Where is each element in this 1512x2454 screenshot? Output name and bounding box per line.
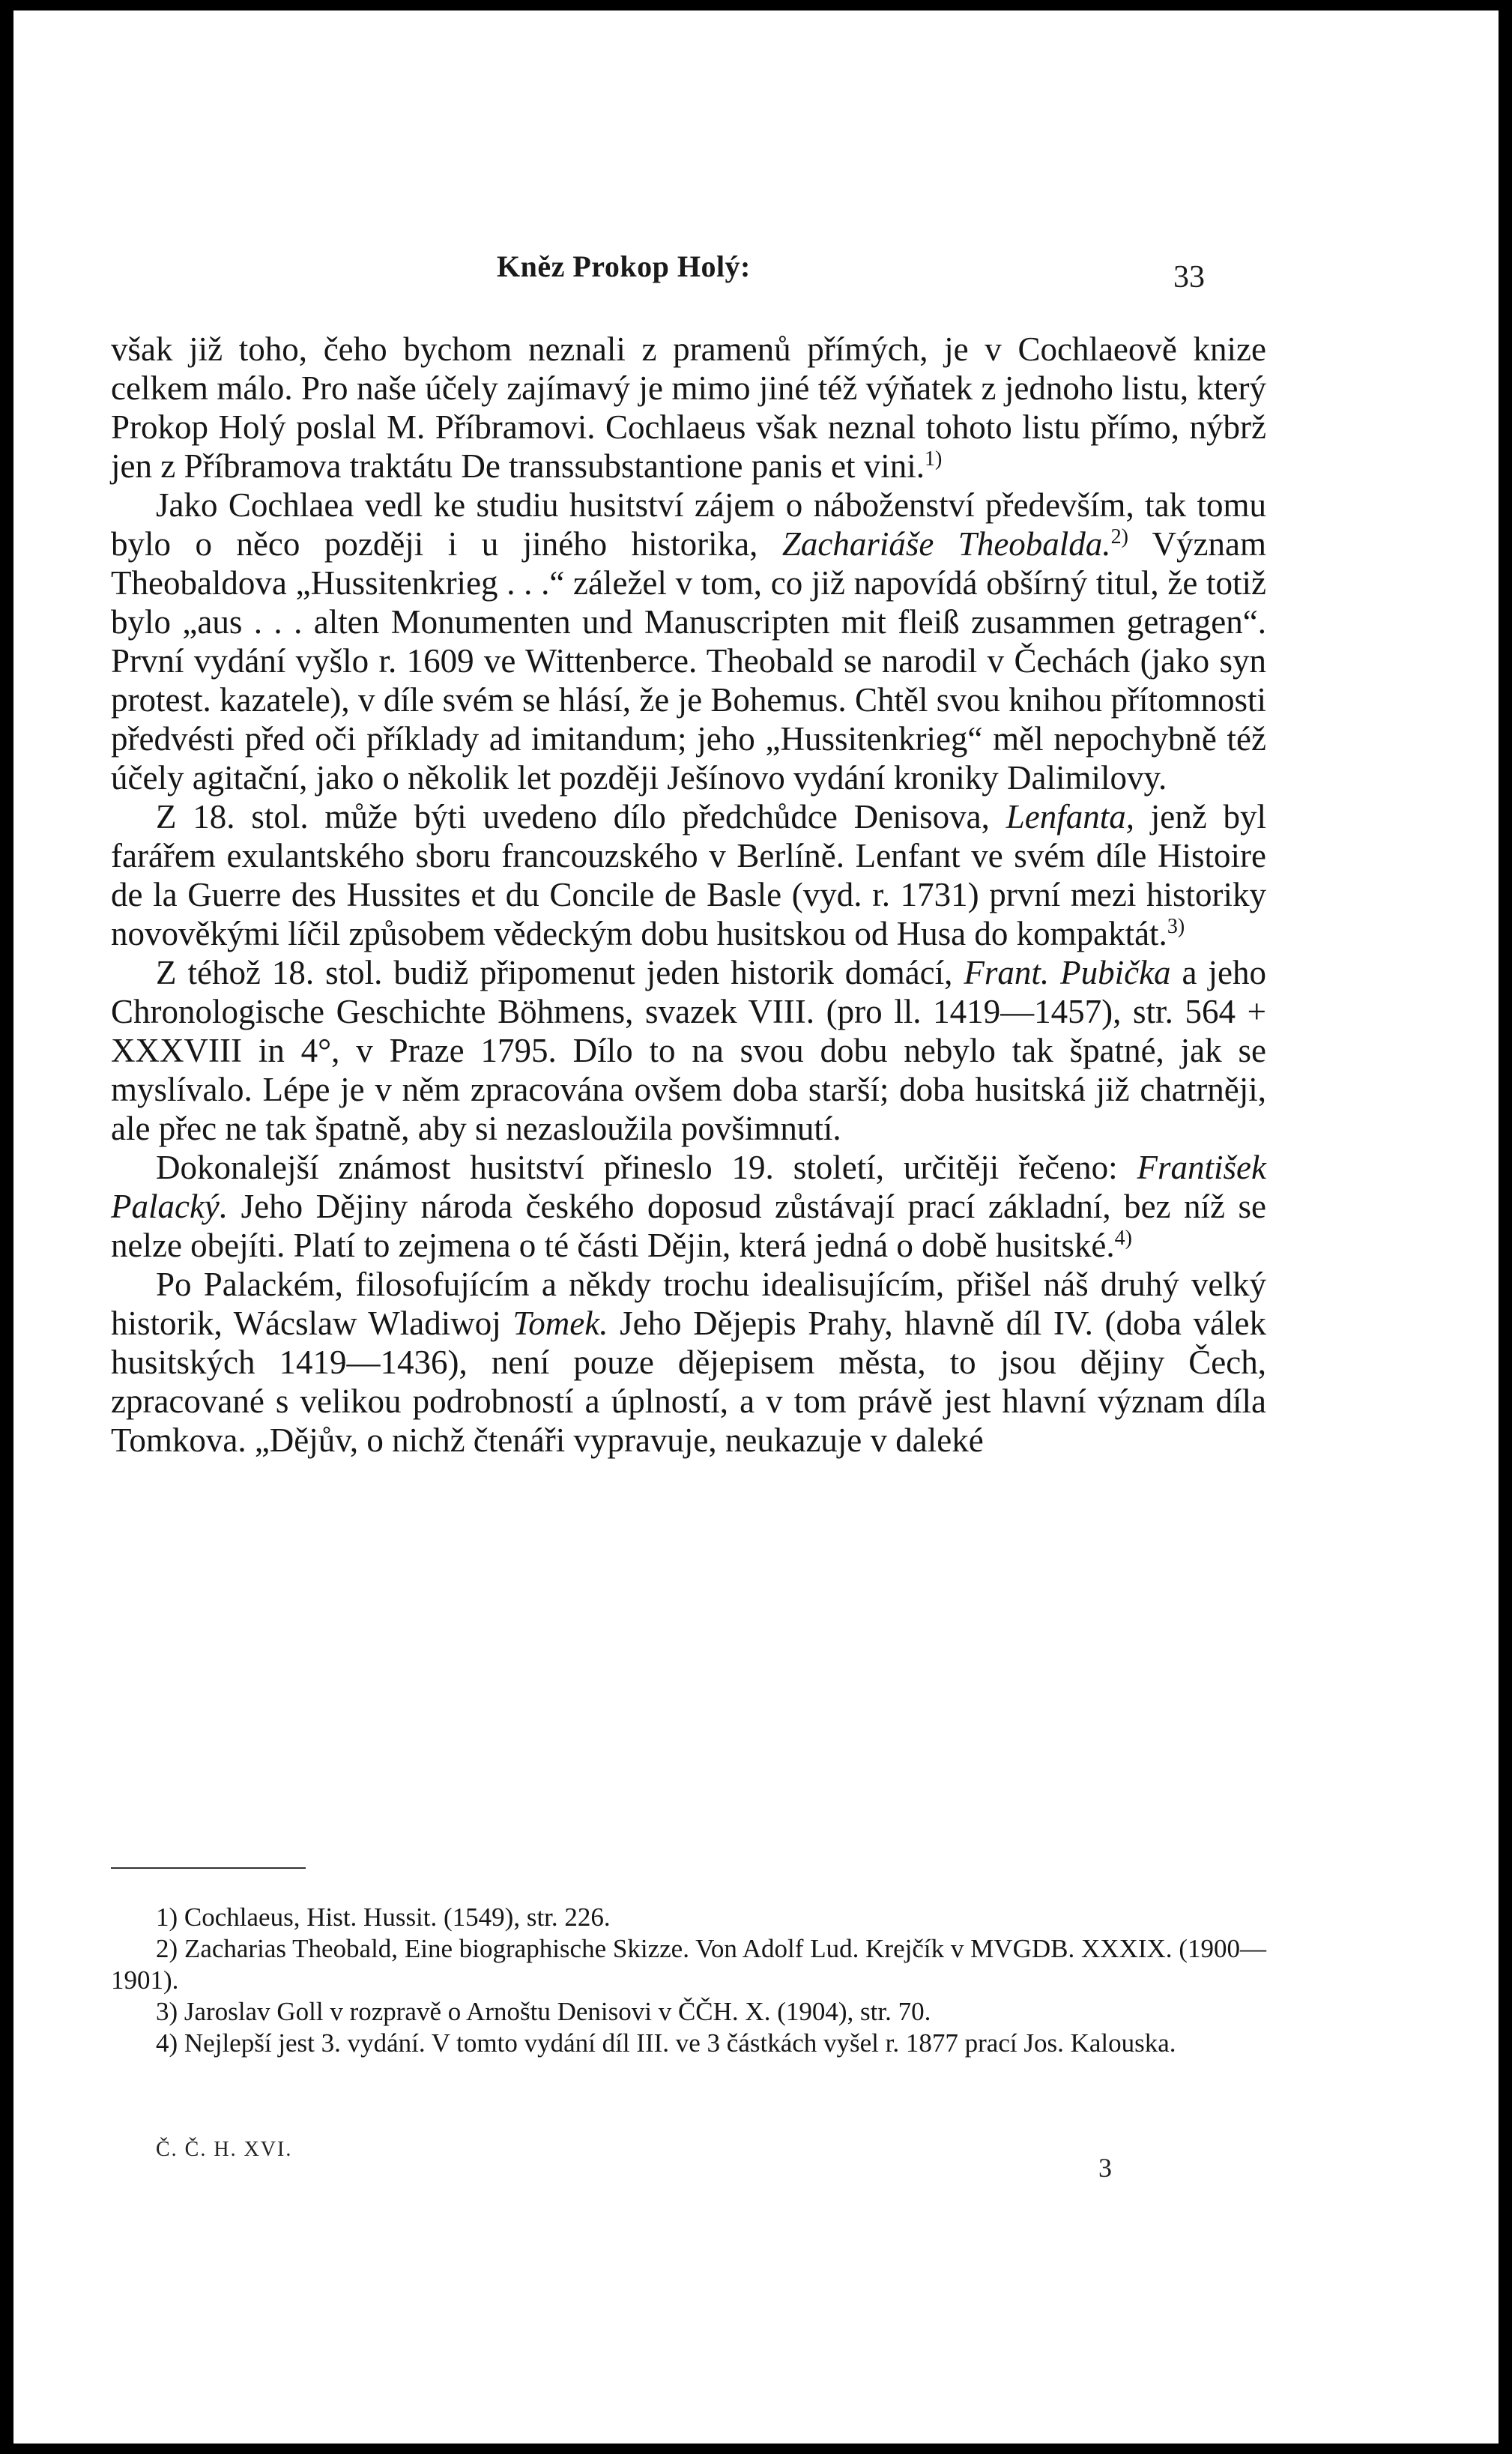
footnote-1: 1) Cochlaeus, Hist. Hussit. (1549), str. 226.	[156, 1903, 611, 1932]
paragraph-4	[111, 953, 1266, 1148]
author-name-palacky: František Palacký.	[111, 1149, 1266, 1225]
author-name-theobald: Zachariáše Theobalda.	[781, 525, 1111, 563]
paragraph-1-text: však již toho, čeho bychom neznali z pramenů přímých, je v Cochlaeově knize celkem málo. Pro naše účely zajímavý je mimo jiné též výňatek z jednoho listu, který Prokop Holý poslal M. Příbramovi. Cochlaeus však neznal tohoto listu přímo, nýbrž jen z Příbramova traktátu De transsubstantione panis et vini.	[111, 330, 1266, 485]
sheet-signature: Č. Č. H. XVI.	[156, 2138, 293, 2161]
paragraph-6	[111, 1265, 1266, 1460]
paragraph-6-text-a: Po Palackém, filosofujícím a někdy trochu idealisujícím, přišel náš druhý velký historik, Wácslaw Wladiwoj	[111, 1266, 1266, 1342]
paragraph-2	[111, 486, 1266, 797]
paragraph-3	[111, 797, 1266, 953]
page-number: 33	[1173, 260, 1205, 294]
paragraph-3-text-a: Z 18. stol. může býti uvedeno dílo předchůdce Denisova,	[156, 798, 1006, 835]
footnote-ref-4: 4)	[1114, 1227, 1132, 1250]
author-name-lenfant: Lenfanta,	[1006, 798, 1134, 835]
footnote-2: 2) Zacharias Theobald, Eine biographische Skizze. Von Adolf Lud. Krejčík v MVGDB. XXXIX. (1900—1901).	[111, 1934, 1266, 1995]
footnote-ref-1: 1)	[924, 447, 943, 471]
body-text	[111, 330, 1266, 1460]
paragraph-2-text-a: Jako Cochlaea vedl ke studiu husitství zájem o náboženství především, tak tomu bylo o něco později i u jiného historika,	[111, 486, 1266, 563]
paragraph-5	[111, 1148, 1266, 1265]
running-title: Kněz Prokop Holý:	[497, 250, 751, 283]
page	[13, 10, 1499, 2444]
paragraph-1	[111, 330, 1266, 486]
footnote-4: 4) Nejlepší jest 3. vydání. V tomto vydání díl III. ve 3 částkách vyšel r. 1877 prací Jos. Kalouska.	[156, 2028, 1176, 2058]
paragraph-4-text-b: a jeho Chronologische Geschichte Böhmens, svazek VIII. (pro ll. 1419—1457), str. 564 + XXXVIII in 4°, v Praze 1795. Dílo to na svou dobu nebylo tak špatné, jak se myslívalo. Lépe je v něm zpracována ovšem doba starší; doba husitská již chatrněji, ale přec ne tak špatně, aby si nezasloužila povšimnutí.	[111, 954, 1266, 1147]
author-name-pubicka: Frant. Pubička	[964, 954, 1171, 991]
footnotes	[111, 1902, 1266, 2059]
paragraph-2-text-b: Význam Theobaldova „Hussitenkrieg . . .“ záležel v tom, co již napovídá obšírný titul, že totiž bylo „aus . . . alten Monumenten und Manuscripten mit fleiß zusammen getragen“. První vydání vyšlo r. 1609 ve Wittenberce. Theobald se narodil v Čechách (jako syn protest. kazatele), v díle svém se hlásí, že je Bohemus. Chtěl svou knihou přítomnosti předvésti před oči příklady ad imitandum; jeho „Hussitenkrieg“ měl nepochybně též účely agitační, jako o několik let později Ješínovo vydání kroniky Dalimilovy.	[111, 525, 1266, 797]
paragraph-3-text-b: jenž byl farářem exulantského sboru francouzského v Berlíně. Lenfant ve svém díle Histoire de la Guerre des Hussites et du Concile de Basle (vyd. r. 1731) první mezi historiky novověkými líčil způsobem vědeckým dobu husitskou od Husa do kompaktát.	[111, 798, 1267, 952]
paragraph-5-text-a: Dokonalejší známost husitství přineslo 19. století, určitěji řečeno:	[156, 1149, 1137, 1186]
sheet-folio: 3	[1098, 2153, 1112, 2183]
paragraph-6-text-b: Jeho Dějepis Prahy, hlavně díl IV. (doba válek husitských 1419—1436), není pouze dějepisem města, to jsou dějiny Čech, zpracované s velikou podrobností a úplností, a v tom právě jest hlavní význam díla Tomkova. „Dějův, o nichž čtenáři vypravuje, neukazuje v daleké	[111, 1305, 1266, 1459]
author-name-tomek: Tomek.	[512, 1305, 608, 1342]
footnote-divider	[111, 1867, 306, 1869]
footnote-3: 3) Jaroslav Goll v rozpravě o Arnoštu Denisovi v ČČH. X. (1904), str. 70.	[156, 1997, 931, 2026]
paragraph-4-text-a: Z téhož 18. stol. budiž připomenut jeden historik domácí,	[156, 954, 964, 991]
paragraph-5-text-b: Jeho Dějiny národa českého doposud zůstávají prací základní, bez níž se nelze obejíti. Platí to zejmena o té části Dějin, která jedná o době husitské.	[111, 1188, 1266, 1264]
footnote-ref-3: 3)	[1167, 915, 1185, 938]
footnote-ref-2: 2)	[1110, 525, 1128, 548]
page-header	[13, 249, 1499, 294]
